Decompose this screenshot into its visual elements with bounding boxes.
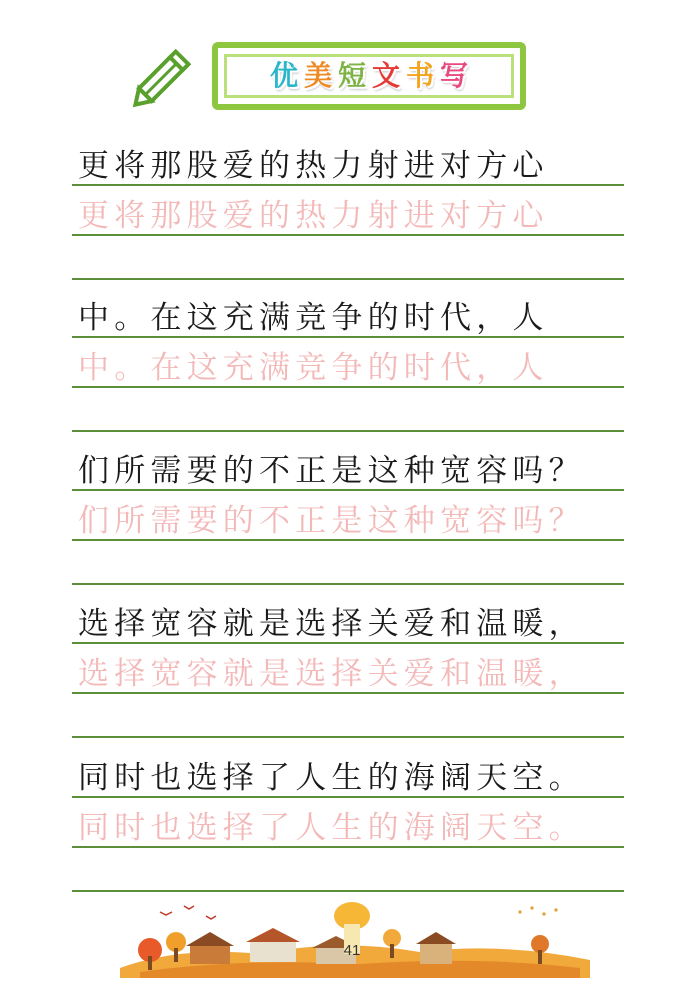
model-text: 同时也选择了人生的海阔天空。 [78, 760, 585, 796]
rule-line [72, 234, 624, 236]
page-number: 41 [343, 942, 361, 959]
trace-text: 更将那股爱的热力射进对方心 [78, 198, 549, 234]
title-char: 短 [337, 59, 366, 92]
rule-line [72, 890, 624, 892]
rule-line [72, 386, 624, 388]
rule-line [72, 692, 624, 694]
title-char: 美 [303, 59, 332, 92]
title-char: 优 [269, 59, 298, 92]
rule-line [72, 278, 624, 280]
rule-line [72, 583, 624, 585]
rule-line [72, 846, 624, 848]
model-text: 中。在这充满竞争的时代，人 [78, 300, 549, 336]
autumn-village-illustration [120, 898, 590, 978]
trace-text: 同时也选择了人生的海阔天空。 [78, 810, 585, 846]
title-char: 文 [372, 59, 401, 92]
rule-line [72, 642, 624, 644]
rule-line [72, 539, 624, 541]
model-text: 更将那股爱的热力射进对方心 [78, 148, 549, 184]
rule-line [72, 430, 624, 432]
rule-line [72, 336, 624, 338]
rule-line [72, 489, 624, 491]
trace-text: 中。在这充满竞争的时代，人 [78, 350, 549, 386]
model-text: 们所需要的不正是这种宽容吗？ [78, 453, 585, 489]
title-char: 写 [440, 59, 469, 92]
model-text: 选择宽容就是选择关爱和温暖， [78, 606, 585, 642]
trace-text: 选择宽容就是选择关爱和温暖， [78, 656, 585, 692]
rule-line [72, 736, 624, 738]
trace-text: 们所需要的不正是这种宽容吗？ [78, 503, 585, 539]
rule-line [72, 796, 624, 798]
rule-line [72, 184, 624, 186]
title-char: 书 [406, 59, 435, 92]
